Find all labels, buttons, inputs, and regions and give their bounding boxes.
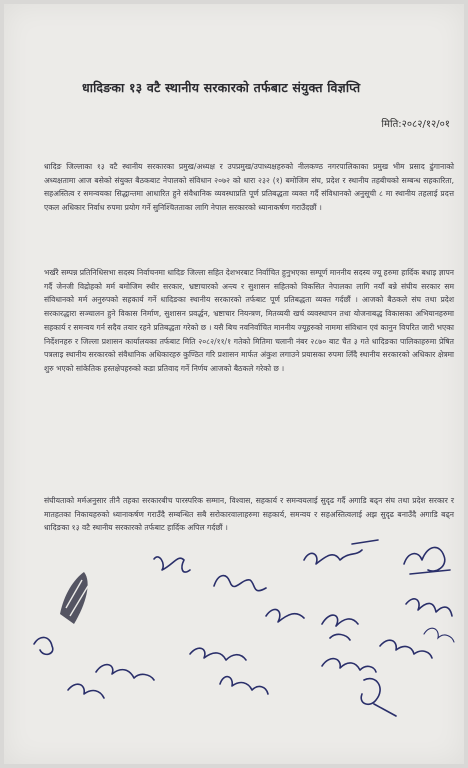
signature-9	[190, 648, 246, 660]
document-date: मिति:२०८२/१२/०१	[381, 119, 450, 130]
signature-2	[214, 576, 266, 591]
signature-6	[266, 609, 304, 622]
signature-10	[96, 665, 154, 680]
document-title: धादिङका १३ वटै स्थानीय सरकारको तर्फबाट संयुक्त विज्ञप्ति	[82, 80, 361, 95]
paragraph-1: धादिङ जिल्लाका १३ वटै स्थानीय सरकारका प्रमुख/अध्यक्ष र उपप्रमुख/उपाध्यक्षहरुको नीलकण्ठ नगरपालिकाका प्रमुख भीम प्रसाद ढुंगानाको अध्यक्षतामा आज बसेको संयुक्त बैठकबाट नेपालको संविधान २०७२ को धारा २३२ (१) बमोजिम संघ, प्रदेश र स्थानीय तहबीचको सम्बन्ध सहकारिता, सहअस्तित्व र समन्वयका सिद्धान्तमा आधारित हुने संवैधानिक व्यवस्थाप्रति पूर्ण प्रतिबद्धता व्यक्त गर्दै संविधानको अनुसूची ८ मा स्थानीय तहलाई प्रदत्त एकल अधिकार निर्वाध रुपमा प्रयोग गर्ने सुनिश्चितताका लागि नेपाल सरकारको ध्यानाकर्षण गराउँदछौं ।	[44, 162, 454, 213]
paragraph-3: संघीयताको मर्मअनुसार तीनै तहका सरकारबीच पारस्परिक सम्मान, विश्वास, सहकार्य र समन्वयलाई सुदृढ गर्दै अगाडि बढ्न संघ तथा प्रदेश सरकार र मातहतका निकायहरुको ध्यानाकर्षण गराउँदै सम्बन्धित सबै सरोकारवालाहरुमा सहकार्य, समन्वय र सहअस्तित्वलाई अझ सुदृढ बनाउँदै अगाडि बढ्न धादिङका १३ वटै स्थानीय सरकारको तर्फबाट हार्दिक अपिल गर्दछौं ।	[44, 496, 454, 533]
signature-12	[380, 640, 432, 658]
signature-13	[220, 677, 268, 694]
signature-15	[361, 679, 396, 716]
signature-1	[154, 557, 190, 572]
signature-8	[34, 637, 53, 654]
signature-14	[68, 684, 104, 698]
signature-11	[322, 659, 376, 672]
signature-4	[404, 547, 450, 574]
official-stamp	[60, 572, 88, 624]
signature-7	[322, 615, 358, 640]
signature-5	[406, 599, 452, 616]
document-page	[4, 4, 464, 764]
signature-3	[304, 540, 378, 564]
signature-16	[424, 628, 454, 642]
paragraph-2: भर्खरै सम्पन्न प्रतिनिधिसभा सदस्य निर्वाचनमा धादिङ जिल्ला सहित देशभरबाट निर्वाचित हुनुभएका सम्पूर्ण माननीय सदस्य ज्यू हरुमा हार्दिक बधाइ ज्ञापन गर्दै जेनजी विद्रोहको मर्म बमोजिम स्थीर सरकार, भ्रष्टाचारको अन्त्य र सुशासन सहितको विकसित नेपालका लागि नयाँ बन्ने संघीय सरकार सम संविधानको मर्म अनुरुपको सहकार्य गर्ने धादिङका स्थानीय सरकारको तर्फबाट पूर्ण प्रतिबद्धता व्यक्त गर्दछौं । आजको बैठकले संघ तथा प्रदेश सरकारद्धारा सञ्चालन हुने विकास निर्माण, सुशासन प्रवर्द्धन, भ्रष्टाचार नियन्त्रण, मितव्ययी खर्च व्यवस्थापन तथा योजनाबद्ध विकासका अभियानहरुमा सहकार्य र समन्वय गर्न सदैव तयार रहने प्रतिबद्धता गरेको छ । यसै बिच नवनिर्वाचित माननीय ज्यूहरुको नाममा संविधान एवं कानुन विपरित जारी भएका निर्देशनहरु र जिल्ला प्रशासन कार्यालयका तर्फबाट मिति २०८२/११/१ गतेको मितिमा चलानी नंबर २८७० बाट चैत ३ गते धादिङका पालिकाहरुमा प्रेषित पत्रलाइ स्थानीय सरकारको संवैधानिक अधिकारहरु कुण्ठित गरि प्रशासन मार्फत अंकुश लगाउने प्रयासका रुपमा लिँदै स्थानीय सरकारको अधिकार क्षेत्रमा शुरु भएको सांकेतिक हस्तक्षेपहरुको कडा प्रतिवाद गर्ने निर्णय आजको बैठकले गरेको छ ।	[44, 268, 454, 373]
